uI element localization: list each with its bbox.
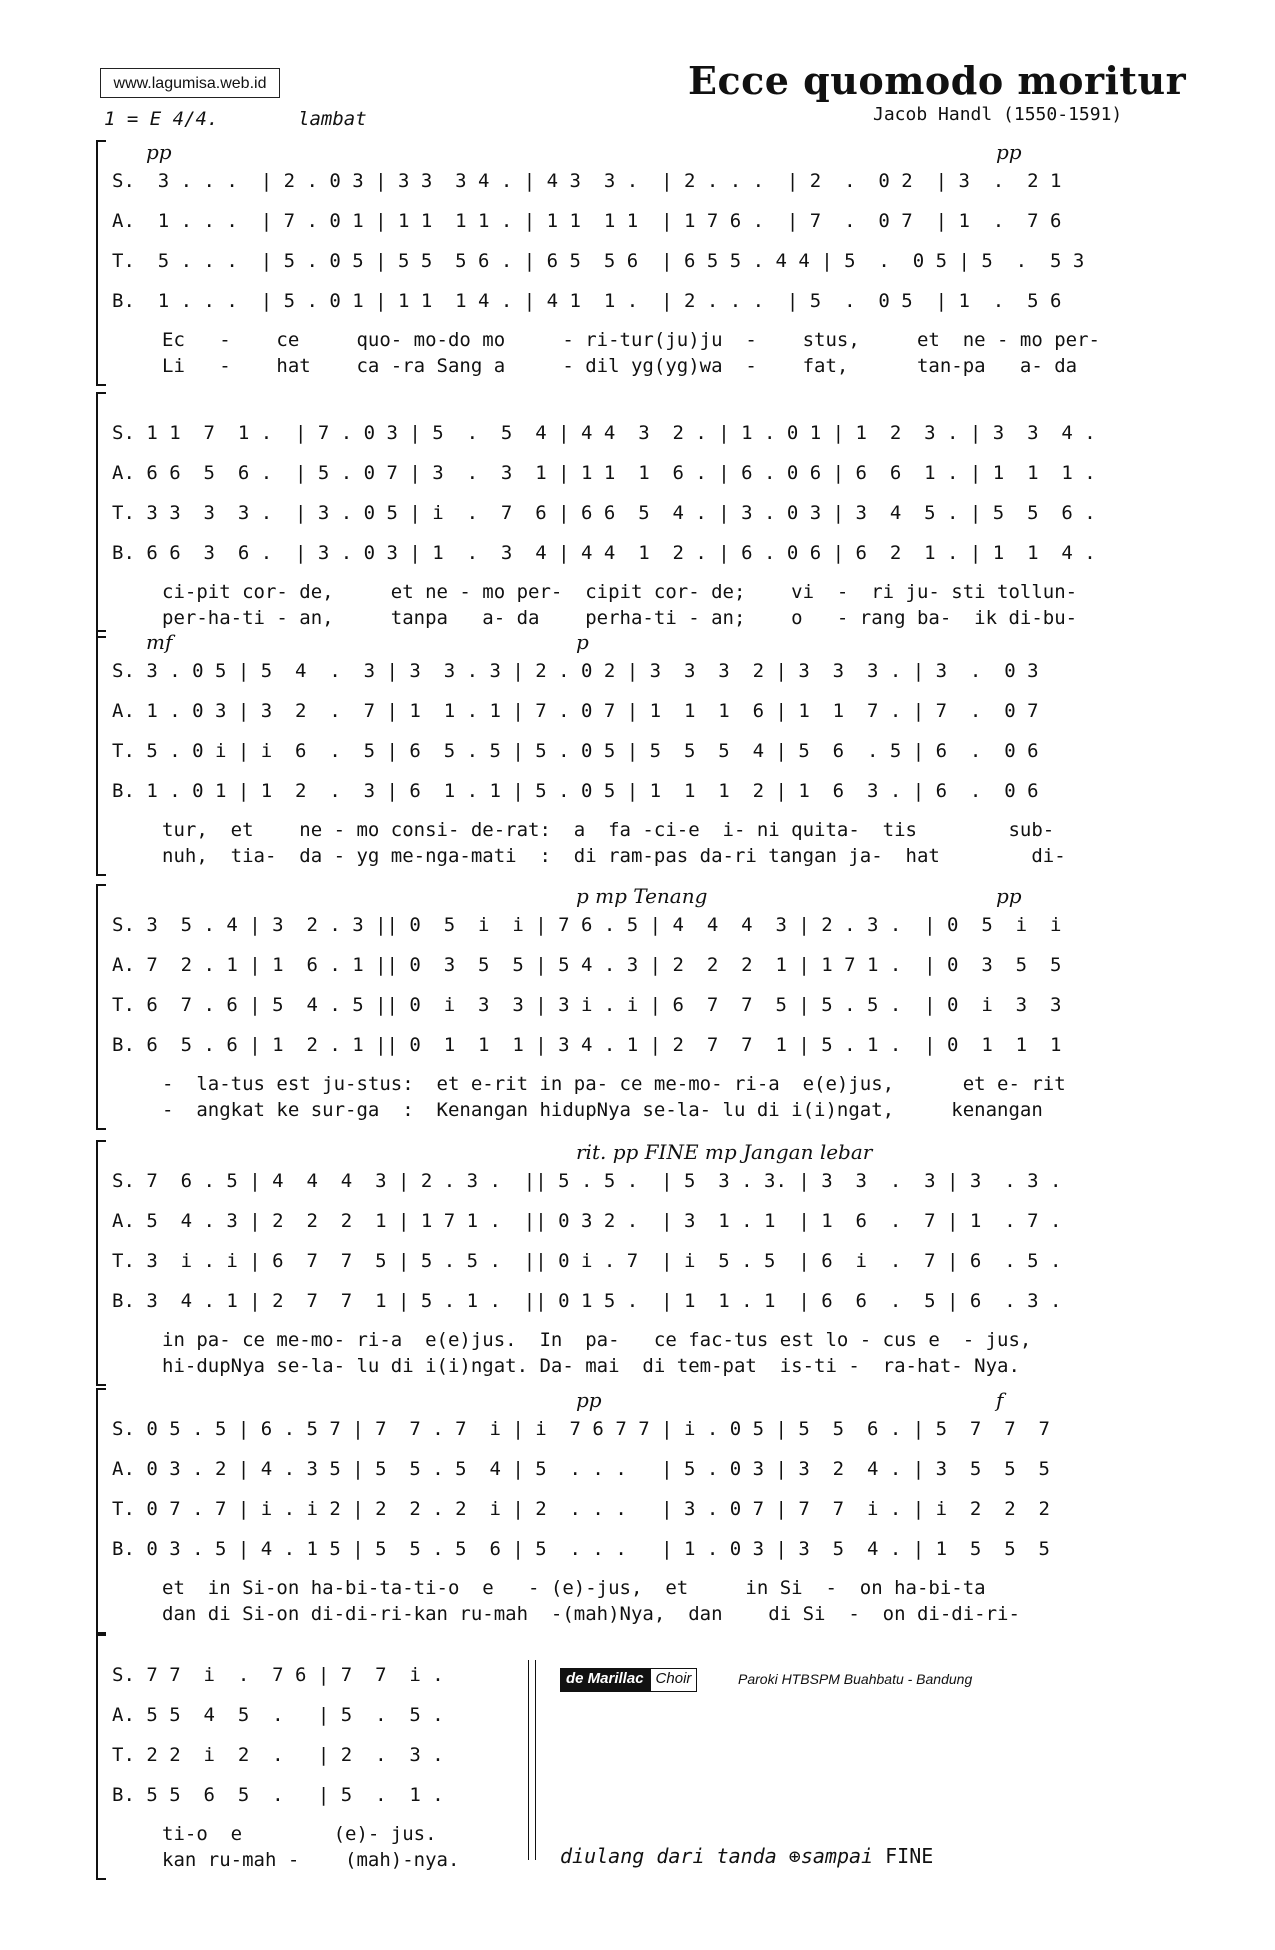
voice-line-bass: B. 3 4 . 1 | 2 7 7 1 | 5 . 1 . || 0 1 5 . | 1 1 . 1 | 6 6 . 5 | 6 . 3 . — [112, 1290, 1062, 1312]
dynamics-row — [96, 140, 1186, 162]
voice-line-alto: A. 7 2 . 1 | 1 6 . 1 || 0 3 5 5 | 5 4 . 3 | 2 2 2 1 | 1 7 1 . | 0 3 5 5 — [112, 954, 1062, 976]
lyric-line-indonesian: kan ru-mah - (mah)-nya. — [162, 1849, 460, 1871]
voice-line-tenor: T. 3 i . i | 6 7 7 5 | 5 . 5 . || 0 i . 7 | i 5 . 5 | 6 i . 7 | 6 . 5 . — [112, 1250, 1062, 1272]
dynamics-row — [96, 392, 1186, 414]
dynamic-marking: pp — [996, 140, 1022, 164]
voice-line-soprano: S. 3 5 . 4 | 3 2 . 3 || 0 5 i i | 7 6 . 5 | 4 4 4 3 | 2 . 3 . | 0 5 i i — [112, 914, 1062, 936]
dynamic-marking: pp — [146, 140, 172, 164]
dynamic-marking: mf — [146, 630, 173, 654]
voice-line-bass: B. 1 . 0 1 | 1 2 . 3 | 6 1 . 1 | 5 . 0 5 | 1 1 1 2 | 1 6 3 . | 6 . 0 6 — [112, 780, 1039, 802]
system-bracket — [96, 1388, 106, 1634]
voice-line-tenor: T. 2 2 i 2 . | 2 . 3 . — [112, 1744, 444, 1766]
dynamics-row — [96, 630, 1186, 652]
choir-logo — [560, 1668, 697, 1692]
voice-line-soprano: S. 3 . 0 5 | 5 4 . 3 | 3 3 . 3 | 2 . 0 2 | 3 3 3 2 | 3 3 3 . | 3 . 0 3 — [112, 660, 1039, 682]
lyric-line-indonesian: Li - hat ca -ra Sang a - dil yg(yg)wa - fat, tan-pa a- da — [162, 355, 1078, 377]
composer: Jacob Handl (1550-1591) — [873, 104, 1123, 125]
lyric-line-indonesian: - angkat ke sur-ga : Kenangan hidupNya se-la- lu di i(i)ngat, kenangan — [162, 1099, 1043, 1121]
dynamics-row — [96, 1634, 1186, 1656]
lyric-line-indonesian: dan di Si-on di-di-ri-kan ru-mah -(mah)Nya, dan di Si - on di-di-ri- — [162, 1603, 1020, 1625]
system-4 — [96, 884, 1186, 1130]
lyric-line-indonesian: per-ha-ti - an, tanpa a- da perha-ti - an; o - rang ba- ik di-bu- — [162, 607, 1078, 629]
voice-line-tenor: T. 5 . . . | 5 . 0 5 | 5 5 5 6 . | 6 5 5 6 | 6 5 5 . 4 4 | 5 . 0 5 | 5 . 5 3 — [112, 250, 1085, 272]
tempo-marking: lambat — [298, 108, 367, 130]
fine-label: FINE — [885, 1844, 934, 1868]
system-bracket — [96, 140, 106, 386]
system-3 — [96, 630, 1186, 876]
system-5 — [96, 1140, 1186, 1386]
lyric-line-latin: in pa- ce me-mo- ri-a e(e)jus. In pa- ce fac-tus est lo - cus e - jus, — [162, 1329, 1032, 1351]
dynamic-marking: p — [576, 630, 589, 654]
voice-line-soprano: S. 0 5 . 5 | 6 . 5 7 | 7 7 . 7 i | i 7 6 7 7 | i . 0 5 | 5 5 6 . | 5 7 7 7 — [112, 1418, 1050, 1440]
system-bracket — [96, 392, 106, 638]
dynamic-marking: f — [996, 1388, 1004, 1412]
lyric-line-latin: tur, et ne - mo consi- de-rat: a fa -ci-e i- ni quita- tis sub- — [162, 819, 1055, 841]
song-title: Ecce quomodo moritur — [688, 58, 1187, 103]
key-signature: 1 = E 4/4. — [104, 108, 219, 130]
choir-logo-dark: de Marillac — [560, 1668, 650, 1692]
voice-line-alto: A. 1 . 0 3 | 3 2 . 7 | 1 1 . 1 | 7 . 0 7 | 1 1 1 6 | 1 1 7 . | 7 . 0 7 — [112, 700, 1039, 722]
voice-line-tenor: T. 5 . 0 i | i 6 . 5 | 6 5 . 5 | 5 . 0 5 | 5 5 5 4 | 5 6 . 5 | 6 . 0 6 — [112, 740, 1039, 762]
voice-line-tenor: T. 0 7 . 7 | i . i 2 | 2 2 . 2 i | 2 . . . | 3 . 0 7 | 7 7 i . | i 2 2 2 — [112, 1498, 1050, 1520]
repeat-tail: sampai — [800, 1844, 874, 1868]
repeat-text: diulang dari tanda — [560, 1844, 777, 1868]
voice-line-soprano: S. 3 . . . | 2 . 0 3 | 3 3 3 4 . | 4 3 3 . | 2 . . . | 2 . 0 2 | 3 . 2 1 — [112, 170, 1062, 192]
system-bracket — [96, 884, 106, 1130]
voice-line-alto: A. 5 5 4 5 . | 5 . 5 . — [112, 1704, 444, 1726]
voice-line-soprano: S. 7 7 i . 7 6 | 7 7 i . — [112, 1664, 444, 1686]
dynamic-marking: p mp Tenang — [576, 884, 708, 908]
system-bracket — [96, 1634, 106, 1880]
system-bracket — [96, 630, 106, 876]
lyric-line-indonesian: nuh, tia- da - yg me-nga-mati : di ram-pas da-ri tangan ja- hat di- — [162, 845, 1066, 867]
system-6 — [96, 1388, 1186, 1634]
voice-line-bass: B. 6 6 3 6 . | 3 . 0 3 | 1 . 3 4 | 4 4 1 2 . | 6 . 0 6 | 6 2 1 . | 1 1 4 . — [112, 542, 1096, 564]
dynamics-row — [96, 1388, 1186, 1410]
system-1 — [96, 140, 1186, 386]
voice-line-soprano: S. 7 6 . 5 | 4 4 4 3 | 2 . 3 . || 5 . 5 . | 5 3 . 3. | 3 3 . 3 | 3 . 3 . — [112, 1170, 1062, 1192]
lyric-line-latin: - la-tus est ju-stus: et e-rit in pa- ce me-mo- ri-a e(e)jus, et e- rit — [162, 1073, 1066, 1095]
lyric-line-indonesian: hi-dupNya se-la- lu di i(i)ngat. Da- mai di tem-pat is-ti - ra-hat- Nya. — [162, 1355, 1020, 1377]
dynamic-marking: pp — [996, 884, 1022, 908]
voice-line-alto: A. 1 . . . | 7 . 0 1 | 1 1 1 1 . | 1 1 1 1 | 1 7 6 . | 7 . 0 7 | 1 . 7 6 — [112, 210, 1062, 232]
voice-line-soprano: S. 1 1 7 1 . | 7 . 0 3 | 5 . 5 4 | 4 4 3 2 . | 1 . 0 1 | 1 2 3 . | 3 3 4 . — [112, 422, 1096, 444]
site-url: www.lagumisa.web.id — [100, 68, 280, 98]
parish-name: Paroki HTBSPM Buahbatu - Bandung — [738, 1671, 973, 1687]
coda-sign-icon: ⊕ — [788, 1844, 801, 1868]
lyric-line-latin: ti-o e (e)- jus. — [162, 1823, 437, 1845]
lyric-line-latin: Ec - ce quo- mo-do mo - ri-tur(ju)ju - stus, et ne - mo per- — [162, 329, 1100, 351]
dynamic-marking: rit. pp FINE mp Jangan lebar — [576, 1140, 873, 1164]
system-2 — [96, 392, 1186, 638]
voice-line-alto: A. 5 4 . 3 | 2 2 2 1 | 1 7 1 . || 0 3 2 . | 3 1 . 1 | 1 6 . 7 | 1 . 7 . — [112, 1210, 1062, 1232]
voice-line-alto: A. 6 6 5 6 . | 5 . 0 7 | 3 . 3 1 | 1 1 1 6 . | 6 . 0 6 | 6 6 1 . | 1 1 1 . — [112, 462, 1096, 484]
voice-line-bass: B. 0 3 . 5 | 4 . 1 5 | 5 5 . 5 6 | 5 . . . | 1 . 0 3 | 3 5 4 . | 1 5 5 5 — [112, 1538, 1050, 1560]
voice-line-tenor: T. 3 3 3 3 . | 3 . 0 5 | i . 7 6 | 6 6 5 4 . | 3 . 0 3 | 3 4 5 . | 5 5 6 . — [112, 502, 1096, 524]
voice-line-bass: B. 6 5 . 6 | 1 2 . 1 || 0 1 1 1 | 3 4 . 1 | 2 7 7 1 | 5 . 1 . | 0 1 1 1 — [112, 1034, 1062, 1056]
choir-logo-light: Choir — [650, 1668, 698, 1692]
lyric-line-latin: ci-pit cor- de, et ne - mo per- cipit cor- de; vi - ri ju- sti tollun- — [162, 581, 1078, 603]
system-bracket — [96, 1140, 106, 1386]
dynamics-row — [96, 1140, 1186, 1162]
voice-line-tenor: T. 6 7 . 6 | 5 4 . 5 || 0 i 3 3 | 3 i . i | 6 7 7 5 | 5 . 5 . | 0 i 3 3 — [112, 994, 1062, 1016]
lyric-line-latin: et in Si-on ha-bi-ta-ti-o e - (e)-jus, et in Si - on ha-bi-ta — [162, 1577, 986, 1599]
dynamic-marking: pp — [576, 1388, 602, 1412]
voice-line-bass: B. 1 . . . | 5 . 0 1 | 1 1 1 4 . | 4 1 1 . | 2 . . . | 5 . 0 5 | 1 . 5 6 — [112, 290, 1062, 312]
repeat-instruction — [560, 1844, 933, 1868]
voice-line-bass: B. 5 5 6 5 . | 5 . 1 . — [112, 1784, 444, 1806]
voice-line-alto: A. 0 3 . 2 | 4 . 3 5 | 5 5 . 5 4 | 5 . . . | 5 . 0 3 | 3 2 4 . | 3 5 5 5 — [112, 1458, 1050, 1480]
final-double-bar — [528, 1660, 536, 1860]
dynamics-row — [96, 884, 1186, 906]
